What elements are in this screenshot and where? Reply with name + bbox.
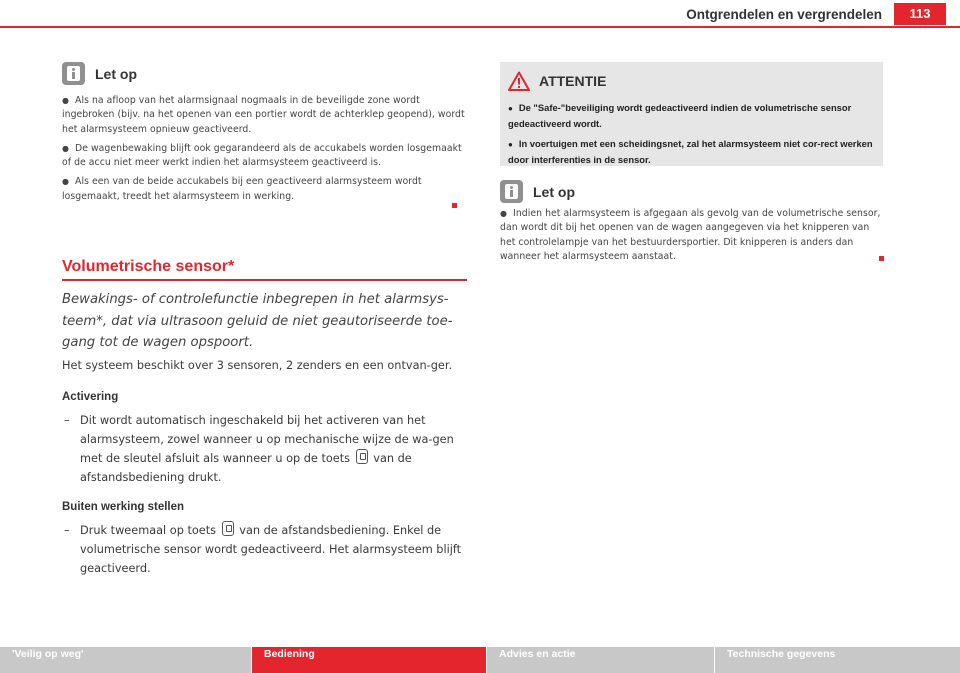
warning-header — [508, 71, 606, 91]
lock-key-icon — [356, 449, 368, 464]
warning-triangle-icon — [508, 71, 530, 91]
section-title: Volumetrische sensor* — [62, 258, 235, 275]
section-intro: Bewakings- of controlefunctie inbegrepen in het alarmsys-teem*, dat via ultrasoon geluid de niet geautoriseerde toe-gang tot de wagen opspoort. — [62, 292, 453, 350]
list-item: ● Als na afloop van het alarmsignaal nogmaals in de beveiligde zone wordt ingebroken (bijv. na het openen van een portier wordt de achterklep geopend), wordt het alarmsysteem opnieuw geactiveerd. — [62, 95, 465, 135]
info-book-icon — [62, 62, 85, 85]
activation-step: – Dit wordt automatisch ingeschakeld bij het activeren van het alarmsysteem, zowel wanneer u op mechanische wijze de wa-gen met de sleutel afsluit als wanneer u op de toets van de afstandsbediening drukt. — [64, 414, 454, 484]
warning-title: ATTENTIE — [539, 73, 607, 89]
footer-tab-advice[interactable]: Advies en actie — [487, 647, 715, 673]
chapter-title: Ontgrendelen en vergrendelen — [686, 7, 882, 22]
list-item: ● In voertuigen met een scheidingsnet, zal het alarmsysteem niet cor-rect werken door interferenties in de sensor. — [508, 138, 873, 165]
note-body — [62, 94, 466, 209]
warning-body — [508, 101, 876, 173]
footer-tab-safety[interactable]: 'Veilig op weg' — [0, 647, 252, 673]
note-header — [62, 62, 137, 85]
footer-tab-operation[interactable]: Bediening — [252, 647, 487, 673]
footer-nav — [0, 647, 960, 673]
header-divider — [0, 26, 960, 28]
list-item: ● Indien het alarmsysteem is afgegaan als gevolg van de volumetrische sensor, dan wordt dit bij het openen van de wagen aangegeven via het knipperen van het controlelampje van het bestuurdersportier. Dit knipperen is anders dan wanneer het alarmsysteem aanstaat. — [500, 208, 881, 262]
page-number: 113 — [894, 3, 946, 25]
list-item: ● De "Safe-"beveiliging wordt gedeactiveerd indien de volumetrische sensor gedeactiveerd wordt. — [508, 102, 852, 129]
warning-box — [500, 62, 883, 166]
activation-heading: Activering — [62, 391, 119, 403]
note-title: Let op — [95, 65, 137, 82]
end-marker — [879, 256, 884, 261]
list-item: ● Als een van de beide accukabels bij een geactiveerd alarmsysteem wordt losgemaakt, treedt het alarmsysteem in werking. — [62, 176, 422, 202]
deactivation-step: – Druk tweemaal op toets van de afstandsbediening. Enkel de volumetrische sensor wordt gedeactiveerd. Het alarmsysteem blijft geactiveerd. — [62, 521, 467, 578]
note-body — [500, 207, 885, 269]
deactivation-heading: Buiten werking stellen — [62, 501, 185, 513]
section-divider — [62, 279, 467, 281]
list-item: ● De wagenbewaking blijft ook gegarandeerd als de accukabels worden losgemaakt of de accu niet meer werkt indien het alarmsysteem geactiveerd is. — [62, 142, 462, 169]
end-marker — [452, 203, 457, 208]
note-title: Let op — [533, 183, 575, 200]
note-header — [500, 180, 575, 203]
section-body — [62, 356, 467, 578]
footer-tab-technical[interactable]: Technische gegevens — [715, 647, 960, 673]
info-book-icon — [500, 180, 523, 203]
paragraph: Het systeem beschikt over 3 sensoren, 2 zenders en een ontvan-ger. — [62, 359, 453, 372]
lock-key-icon — [222, 521, 234, 536]
